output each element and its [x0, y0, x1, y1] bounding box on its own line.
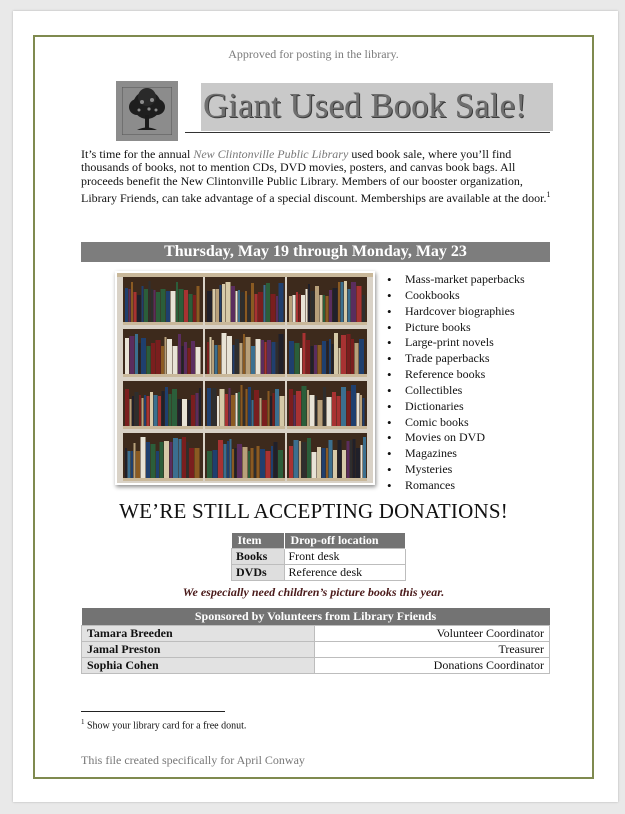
table-row — [82, 642, 550, 658]
library-name: New Clintonville Public Library — [193, 147, 349, 161]
book-category-list — [387, 272, 525, 494]
list-item: • Hardcover biographies — [387, 304, 525, 320]
dropoff-header-item: Item — [232, 533, 285, 549]
list-item: • Mass-market paperbacks — [387, 272, 525, 288]
tree-icon — [122, 87, 172, 135]
bookshelf-image — [115, 271, 375, 485]
table-row — [82, 658, 550, 674]
list-item: • Collectibles — [387, 383, 525, 399]
sponsor-name: Sophia Cohen — [82, 658, 315, 674]
list-item: • Magazines — [387, 446, 525, 462]
intro-text-end: used book sale, where you’ll find thousands of books, not to mention CDs, DVD movies, posters, and canvas book bags. All proceeds benefit the New Clintonville Public Library. Members of our booster organization, Library Friends, can take advantage of a special discount. Memberships are available at the door. — [81, 147, 547, 205]
bookshelf-illustration — [117, 273, 373, 483]
footnote-text: Show your library card for a free donut. — [84, 720, 247, 732]
request-note: We especially need children’s picture books this year. — [182, 585, 445, 599]
dropoff-table — [231, 533, 406, 581]
list-item: • Romances — [387, 478, 525, 494]
list-item: • Large-print novels — [387, 335, 525, 351]
approval-notice: Approved for posting in the library. — [228, 47, 399, 61]
dropoff-location-cell: Front desk — [284, 549, 405, 565]
page-title: Giant Used Book Sale! — [201, 83, 553, 131]
page-border — [33, 35, 594, 779]
sponsor-role: Volunteer Coordinator — [315, 626, 550, 642]
footnote-mark: 1 — [81, 718, 85, 726]
dropoff-header-location: Drop-off location — [284, 533, 405, 549]
dropoff-header-row — [232, 533, 406, 549]
footnote-separator — [81, 711, 225, 712]
dropoff-location-cell: Reference desk — [284, 565, 405, 581]
table-row — [232, 565, 406, 581]
dropoff-item-cell: DVDs — [232, 565, 285, 581]
list-item: • Comic books — [387, 415, 525, 431]
library-logo — [116, 81, 178, 141]
footnote — [81, 718, 246, 731]
dropoff-item-cell: Books — [232, 549, 285, 565]
intro-text-start: It’s time for the annual — [81, 147, 194, 161]
sponsors-header-row — [82, 608, 550, 626]
list-item: • Picture books — [387, 320, 525, 336]
sponsor-role: Treasurer — [315, 642, 550, 658]
list-item: • Reference books — [387, 367, 525, 383]
intro-paragraph — [81, 148, 551, 205]
donations-heading: WE’RE STILL ACCEPTING DONATIONS! — [119, 499, 508, 523]
list-item: • Mysteries — [387, 462, 525, 478]
table-row — [232, 549, 406, 565]
sponsors-heading: Sponsored by Volunteers from Library Friends — [82, 608, 550, 626]
sponsor-name: Tamara Breeden — [82, 626, 315, 642]
list-item: • Cookbooks — [387, 288, 525, 304]
document-page — [13, 11, 618, 802]
footnote-reference: 1 — [546, 189, 551, 199]
title-underline — [185, 132, 550, 133]
sponsor-role: Donations Coordinator — [315, 658, 550, 674]
created-by-note: This file created specifically for April Conway — [81, 753, 305, 767]
sponsors-table — [81, 608, 550, 674]
table-row — [82, 626, 550, 642]
list-item: • Dictionaries — [387, 399, 525, 415]
date-banner: Thursday, May 19 through Monday, May 23 — [81, 242, 550, 262]
sponsor-name: Jamal Preston — [82, 642, 315, 658]
list-item: • Movies on DVD — [387, 430, 525, 446]
list-item: • Trade paperbacks — [387, 351, 525, 367]
